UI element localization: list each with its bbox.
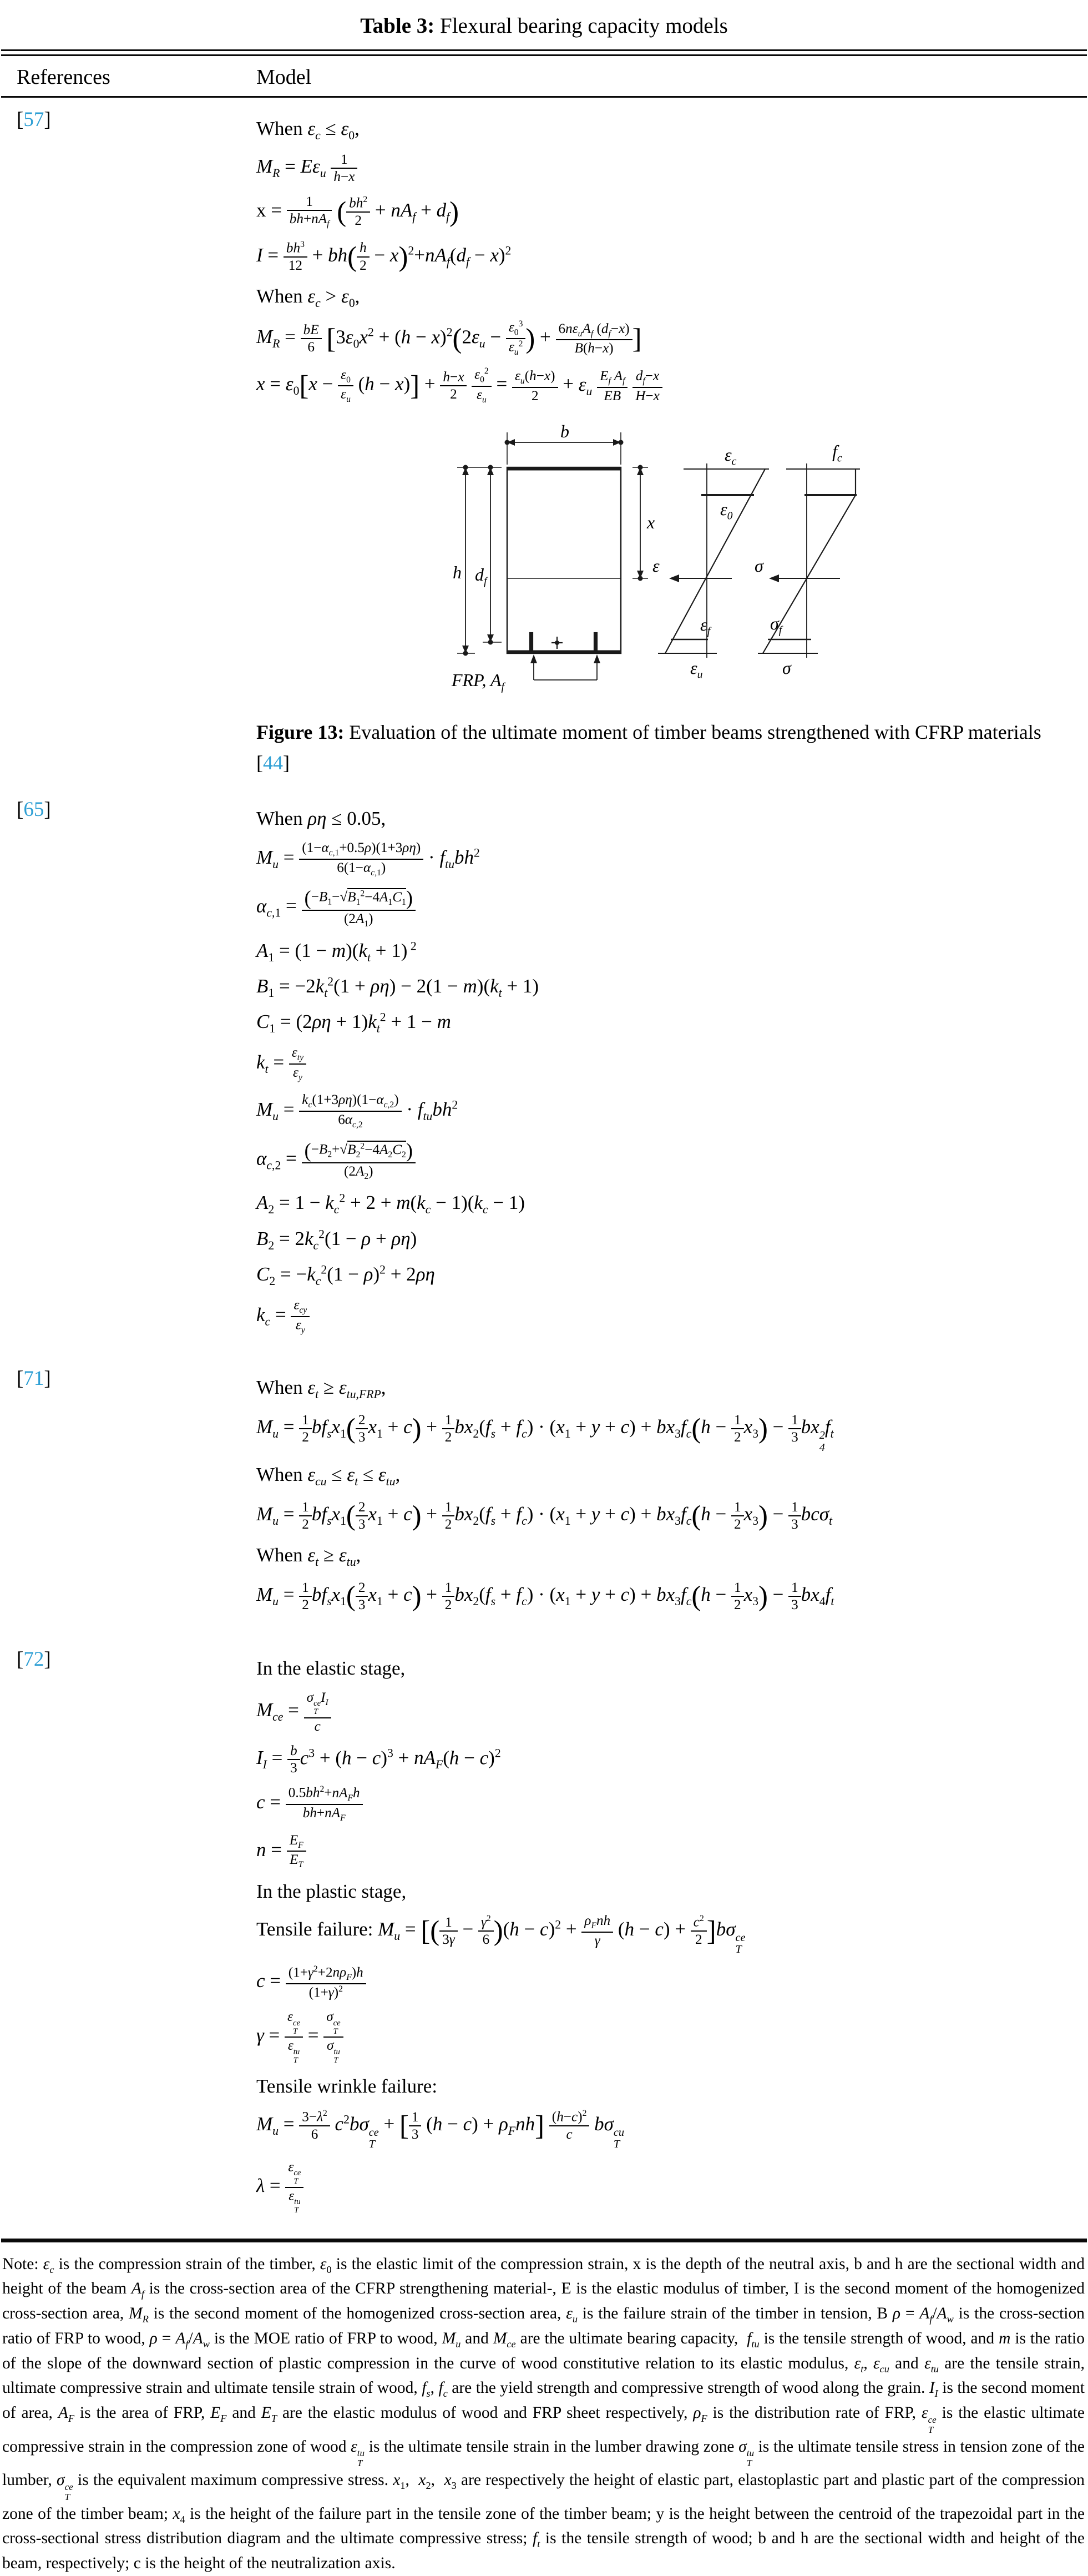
equation-line: $M_u$ = $\frac{k_c(1+3\rho\eta)(1-\alpha_{c,2})}{6\alpha_{c,2}}$ · $f_{tu}bh^2$	[256, 1092, 458, 1130]
table-header-references: References	[17, 65, 110, 89]
figure-label-sigma-f: $\sigma_f$	[770, 613, 782, 636]
equation-line: $B_1 = -2k_t^2(1 + \rho\eta) - 2(1 - m)(k_t + 1)$	[256, 975, 539, 1000]
figure-label-sigma: σ	[755, 555, 763, 576]
equation-line: n = $\frac{E_F}{E_T}$	[256, 1832, 1085, 1871]
equation-line: In the elastic stage,	[256, 1657, 406, 1680]
figure-label-eps: ε	[652, 555, 660, 576]
figure-label-frp: FRP, $A_f$	[452, 669, 504, 693]
equation-line: When $\varepsilon_c > \varepsilon_0$,	[256, 285, 360, 310]
equation-line: c = $0.5bh^2+nA_Fh$ $bh+nA_F$	[256, 1784, 1085, 1823]
equation-line: γ = ε ce T ε tu T = σ ce T σ tu T	[256, 2009, 1085, 2065]
table-row	[0, 1367, 1088, 1623]
reference-link[interactable]: [71]	[17, 1367, 51, 1390]
table-row	[0, 108, 1088, 779]
table-title: Table 3: Flexural bearing capacity models	[360, 14, 728, 38]
reference-link[interactable]: [72]	[17, 1648, 51, 1671]
table-header-model: Model	[256, 65, 312, 89]
figure-label-eps-c: $\varepsilon_c$	[725, 444, 737, 467]
equation-line: λ = ε ce T ε tu T	[256, 2159, 1085, 2216]
equation-group	[256, 116, 1085, 406]
equation-line: In the plastic stage,	[256, 1881, 407, 1903]
table-header-row	[0, 56, 1088, 96]
equation-line: $M_R$ = $\frac{bE}{6}$ [$3\varepsilon_0x^2 + (h - x)^2(2\varepsilon_u$ − $\frac{\varepsilon_0^3}{\varepsilon_u^2}$ ) + $6n\varepsilon_uA_f$ $(d_f-x)$ B(h−x) ]	[256, 319, 642, 357]
figure-label-sigma-u: σ	[782, 657, 791, 678]
equation-line: $x = \varepsilon_0[x$ − $\frac{\varepsilon_0}{\varepsilon_u}$ (h − x)] + $\frac{h-x}{2}$ $\frac{\varepsilon_0^2}{\varepsilon_u}$ = $\frac{\varepsilon_u(h-x)}{2}$ + $\varepsilon_u$ $\frac{E_f A_f}{EB}$ $\frac{d_f-x}{H-x}$	[256, 366, 1085, 405]
equation-line: I = $\frac{bh^3}{12}$ + bh( $\frac{h}{2}$ − $x)^2+nA_f(d_f - x)^2$	[256, 240, 512, 273]
figure-label-eps-0: $\varepsilon_0$	[720, 498, 733, 522]
equation-line: $I_I$ = $\frac{b}{3}$ $c^3 + (h - c)^3 + nA_F(h - c)^2$	[256, 1743, 501, 1776]
equation-line: $B_2 = 2k_c^2(1 - \rho + \rho\eta)$	[256, 1227, 417, 1252]
equation-group	[256, 1375, 1085, 1615]
equation-line: $M_u$ = $\frac{1}{2}$ $bf_sx_1$( $\frac{2}{3}$ $x_1 + c$) + $\frac{1}{2}$ $bx_2(f_s + f_c) \cdot (x_1 + y + c) + bx_3f_c(h$ − $\frac{1}{2}$ $x_3$) − $\frac{1}{3}$ bcσ$_t$	[256, 1499, 833, 1533]
model-cell	[256, 798, 1088, 1344]
equation-line: When $\varepsilon_t \ge \varepsilon_{tu,FRP}$,	[256, 1376, 386, 1401]
equation-line: $k_c$ = $\varepsilon_{cy}$ $\varepsilon_y$	[256, 1297, 1085, 1336]
equation-line: $\alpha_{c,2}$ = $\frac{(-B_2+√B_2^2-4A_2C_2)}{(2A_2)}$	[256, 1139, 1085, 1182]
figure-caption: Figure 13: Evaluation of the ultimate moment of timber beams strengthened with CFRP materials [44]	[256, 720, 1041, 774]
equation-line: $\alpha_{c,1}$ = $\frac{(-B_1-√B_1^2-4A_1C_1)}{(2A_1)}$	[256, 886, 1085, 929]
equation-group	[256, 806, 1085, 1336]
equation-line: $C_2 = -k_c^2(1 - \rho)^2 + 2\rho\eta$	[256, 1263, 435, 1288]
model-cell	[256, 1367, 1088, 1623]
equation-line: Tensile failure: $M_u$ = [( $\frac{1}{3\gamma}$ − $\frac{\gamma^2}{6}$ )$(h - c)^2$ + $\rho_Fnh$ γ (h − c) + $\frac{c^2}{2}$ ]bσ ce T	[256, 1913, 746, 1956]
reference-link[interactable]: [57]	[17, 108, 51, 131]
equation-line: $M_{ce}$ = σ ce T $I_I$ c	[256, 1690, 1085, 1735]
equation-line: $C_1 = (2\rho\eta + 1)k_t^2 + 1 - m$	[256, 1010, 451, 1036]
equation-line: $k_t$ = $\varepsilon_{ty}$ $\varepsilon_y$	[256, 1045, 1085, 1083]
figure-label-eps-u: $\varepsilon_u$	[690, 657, 703, 680]
equation-line: When $\varepsilon_t \ge \varepsilon_{tu}$,	[256, 1544, 361, 1569]
equation-line: When $\varepsilon_{cu} \le \varepsilon_t \le \varepsilon_{tu}$,	[256, 1463, 401, 1488]
equation-line: When $\varepsilon_c \le \varepsilon_0$,	[256, 118, 360, 142]
figure-label-x: x	[647, 512, 655, 532]
figure-label-df: $d_f$	[475, 564, 487, 587]
table-header-rule	[1, 96, 1087, 98]
equation-group	[256, 1656, 1085, 2215]
table-note: Note: $\varepsilon_c$ is the compression strain of the timber, $\varepsilon_0$ is the elastic limit of the compression strain, x is the depth of the neutral axis, b and h are the sectional width and height of the beam $A_f$ is the cross-section area of the CFRP strengthening material-, E is the elastic modulus of timber, I is the second moment of the homogenized cross-section area, $M_R$ is the second moment of the homogenized cross-section area, $\varepsilon_u$ is the failure strain of the timber in tension, B $\rho = A_f/A_w$ is the cross-section ratio of FRP to wood, $\rho = A_f/A_w$ is the MOE ratio of FRP to wood, $M_u$ and $M_{ce}$ are the ultimate bearing capacity, $f_{tu}$ is the tensile strength of wood, and m is the ratio of the slope of the downward section of plastic compression in the curve of wood constitutive relation to its elastic modulus, $\varepsilon_t$, $\varepsilon_{cu}$ and $\varepsilon_{tu}$ are the tensile strain, ultimate compressive strain and ultimate tensile strain of wood, $f_s$, $f_c$ are the yield strength and compressive strength of wood along the grain. $I_I$ is the second moment of area, $A_F$ is the area of FRP, $E_F$ and $E_T$ are the elastic modulus of wood and FRP sheet respectively, $\rho_F$ is the distribution rate of FRP, ε ce T is the elastic ultimate compressive strain in the compression zone of wood ε tu T is the ultimate tensile strain in the lumber drawing zone σ tu T is the ultimate tensile stress in tension zone of the lumber, σ ce T is the equivalent maximum compressive stress. $x_1$, $x_2$, $x_3$ are respectively the height of elastic part, elastoplastic part and plastic part of the compression zone of the timber beam; $x_4$ is the height of the failure part in the tensile zone of the timber beam; y is the height between the centroid of the trapezoidal part in the cross-sectional stress distribution diagram and the ultimate compressive stress; $f_t$ is the tensile strength of wood; b and h are the sectional width and height of the beam, respectively; c is the height of the neutralization axis.	[2, 2255, 1085, 2573]
figure-13-diagram	[452, 420, 862, 700]
equation-line: Tensile wrinkle failure:	[256, 2075, 438, 2098]
reference-link[interactable]: [65]	[17, 798, 51, 821]
equation-line: $M_u$ = $\frac{1}{2}$ $bf_sx_1$( $\frac{2}{3}$ $x_1 + c$) + $\frac{1}{2}$ $bx_2(f_s + f_c) \cdot (x_1 + y + c) + bx_3f_c(h$ − $\frac{1}{2}$ $x_3$) − $\frac{1}{3}$ bx 2 4 $f_t$	[256, 1412, 834, 1454]
figure-label-b: b	[560, 421, 569, 441]
equation-line: c = $(1+\gamma^2+2n\rho_F)h$ $(1+\gamma)^2$	[256, 1964, 1085, 2001]
table-top-rule	[1, 49, 1087, 56]
equation-line: $A_1 = (1 - m)(k_t + 1)$ $^2$	[256, 939, 417, 964]
equation-line: x = 1 $bh+nA_f$ ( $\frac{bh^2}{2}$ + $nA_f + d_f$)	[256, 194, 459, 229]
table-row	[0, 798, 1088, 1344]
table-bottom-rule	[1, 2239, 1087, 2242]
figure-label-eps-f: $\varepsilon_f$	[700, 614, 711, 637]
model-cell	[256, 108, 1088, 779]
equation-line: $A_2 = 1 - k_c^2 + 2 + m(k_c - 1)(k_c - 1)$	[256, 1191, 525, 1217]
table-row	[0, 1647, 1088, 2224]
model-cell	[256, 1647, 1088, 2224]
equation-line: When ρη ≤ 0.05,	[256, 808, 386, 830]
equation-line: $M_u$ = $\frac{1}{2}$ $bf_sx_1$( $\frac{2}{3}$ $x_1 + c$) + $\frac{1}{2}$ $bx_2(f_s + f_c) \cdot (x_1 + y + c) + bx_3f_c(h$ − $\frac{1}{2}$ $x_3$) − $\frac{1}{3}$ $bx_4f_t$	[256, 1580, 834, 1613]
equation-line: $M_u$ = $\frac{3-\lambda^2}{6}$ $c^2b\sigma$ ce T + [ $\frac{1}{3}$ $(h - c) + \rho_Fnh$] $\frac{(h-c)^2}{c}$ bσ cu T	[256, 2109, 625, 2151]
figure-label-h: h	[453, 562, 462, 582]
figure-label-fc: $f_c$	[832, 441, 842, 464]
equation-line: $M_R = E\varepsilon_u$ $\frac{1}{h-x}$	[256, 152, 1085, 185]
equation-line: $M_u$ = $\frac{(1-\alpha_{c,1}+0.5\rho)(1+3\rho\eta)}{6(1-\alpha_{c,1})}$ · $f_{tu}bh^2$	[256, 840, 480, 878]
